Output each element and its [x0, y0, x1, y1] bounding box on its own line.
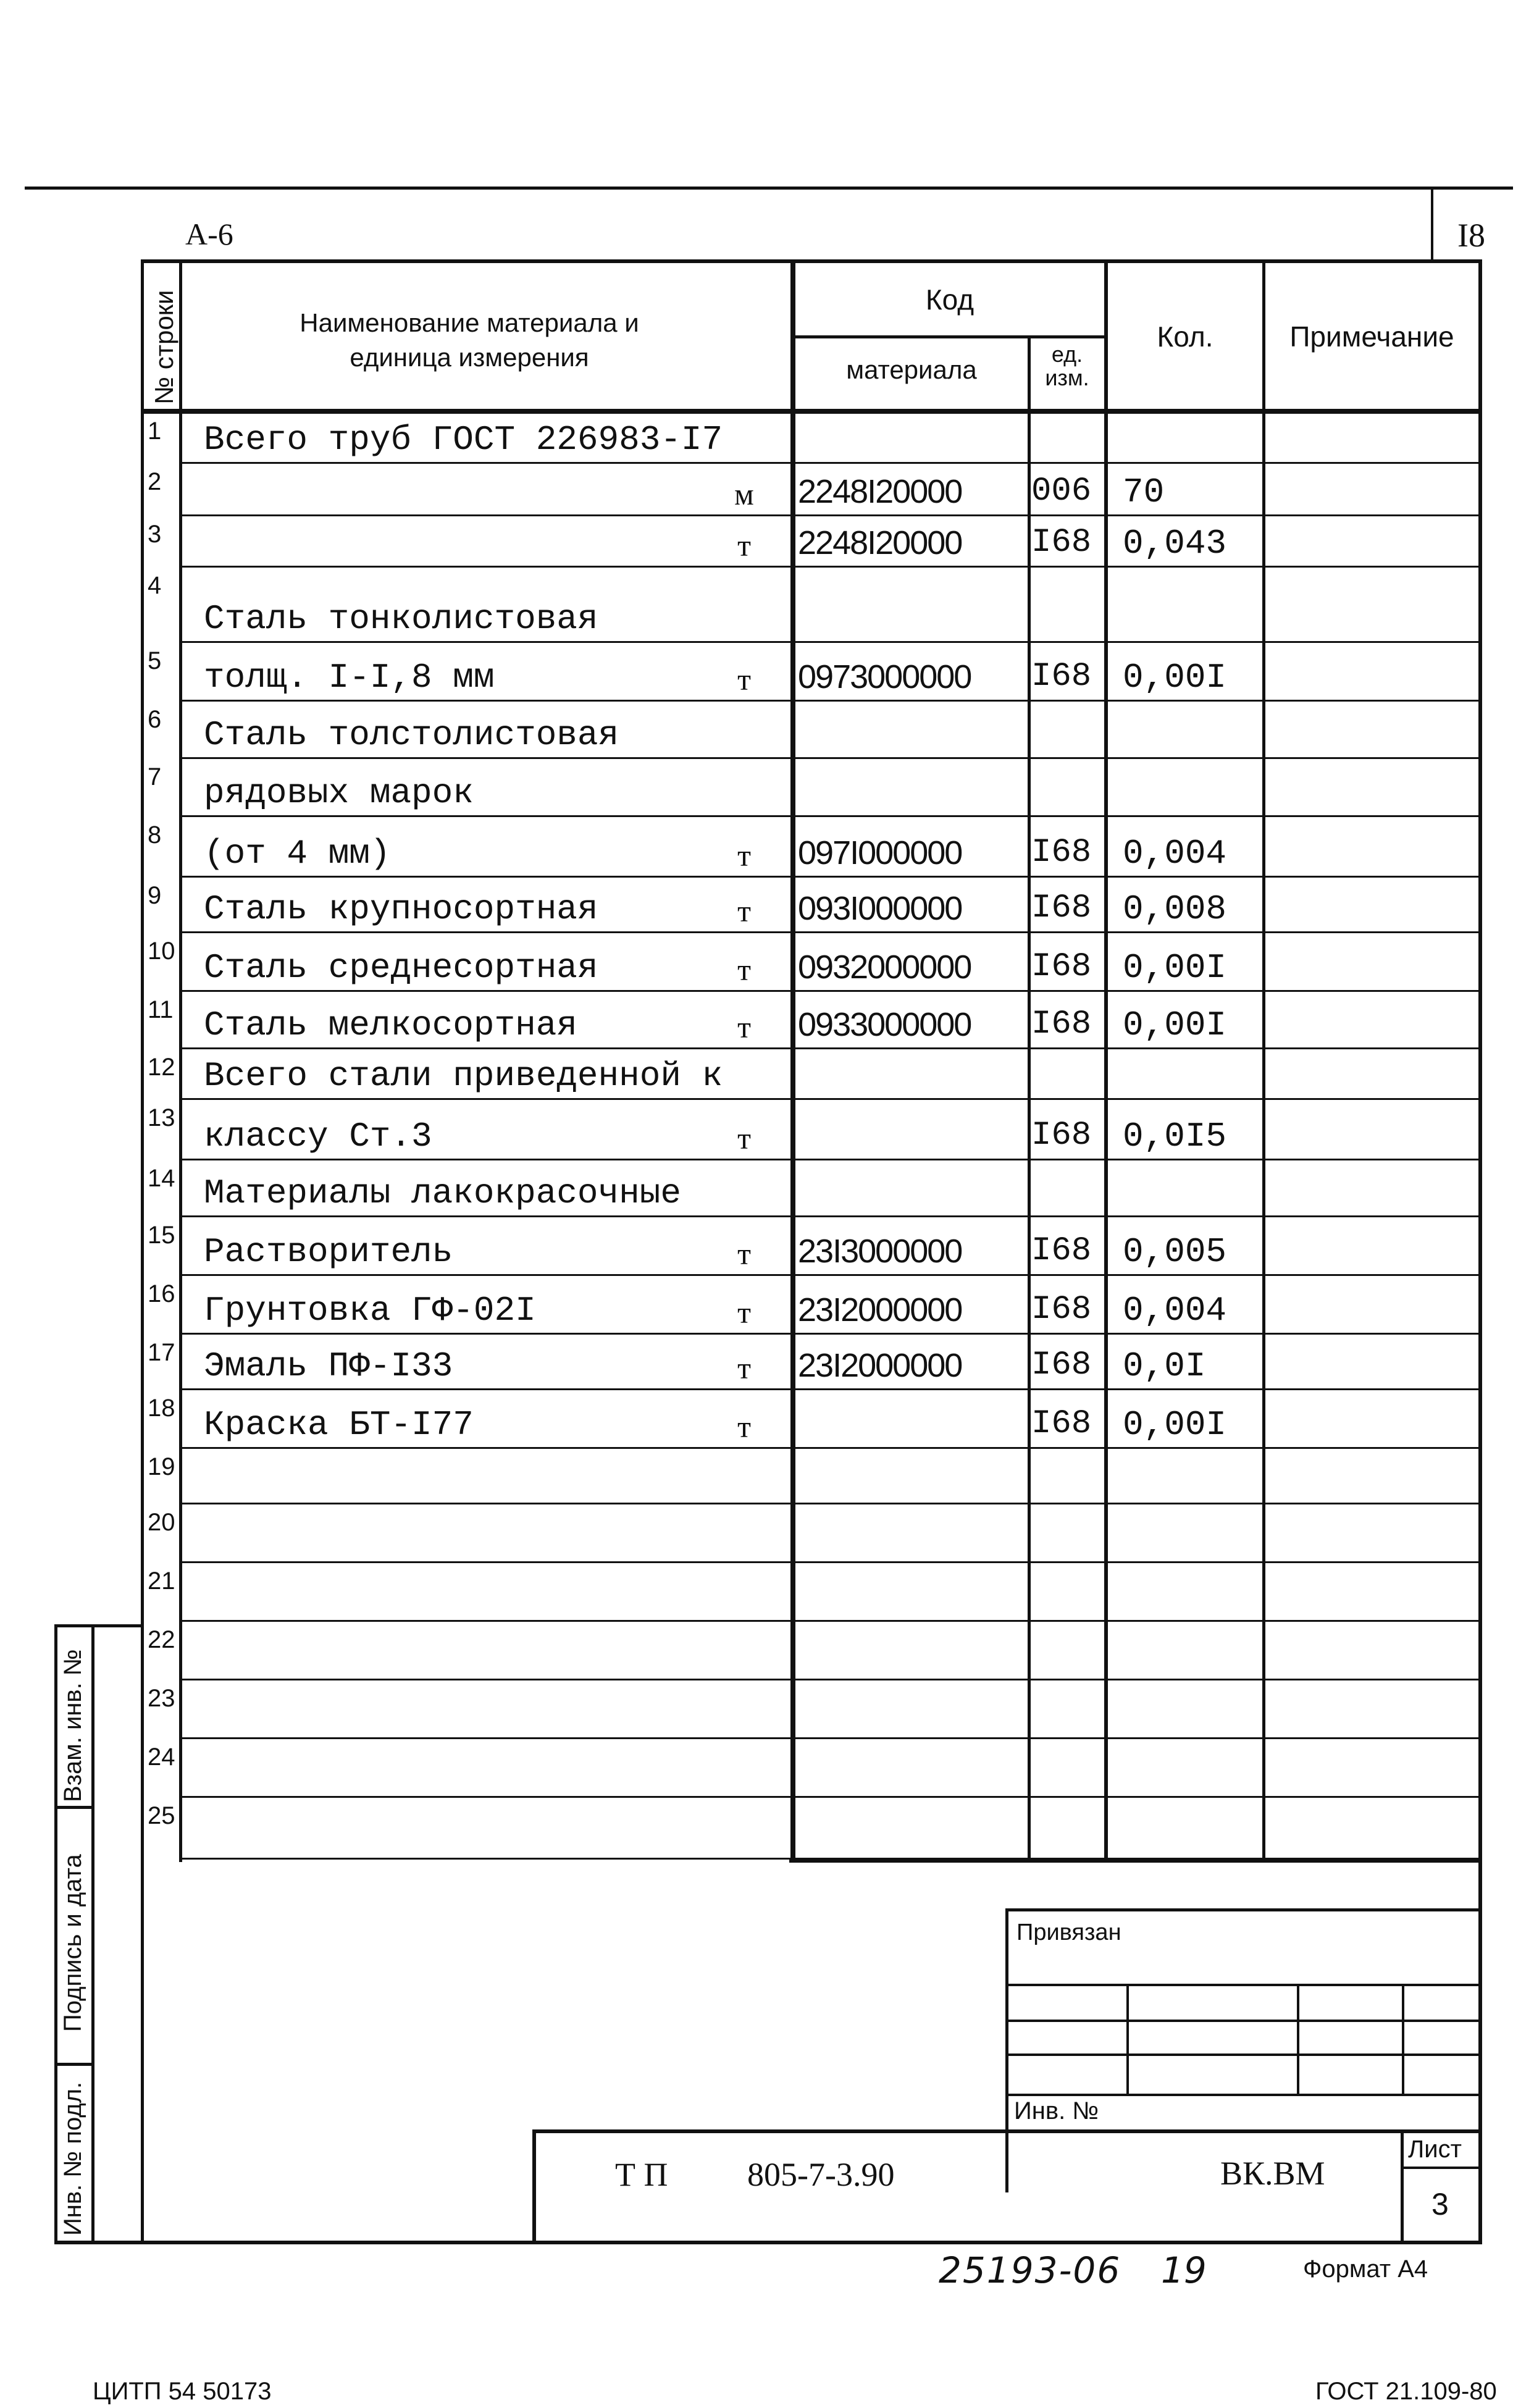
stamp-list-label: Лист — [1408, 2136, 1462, 2163]
material-name: Материалы лакокрасочные — [204, 1173, 681, 1213]
row-number: 5 — [148, 647, 162, 674]
header-bottom-border — [141, 409, 1482, 414]
row-separator — [179, 990, 1481, 992]
row-number: 2 — [148, 468, 162, 495]
material-name: классу Ст.3 — [204, 1117, 432, 1156]
unit-of-measure: т — [737, 1236, 751, 1271]
row-separator — [179, 1561, 1481, 1563]
privyazan-line4 — [1005, 2094, 1482, 2096]
quantity: 0,00I — [1123, 1005, 1227, 1045]
row-separator — [179, 1047, 1481, 1049]
stamp-tp: Т П — [615, 2156, 668, 2193]
quantity: 70 — [1123, 472, 1165, 512]
material-code: 23I2000000 — [798, 1347, 962, 1384]
material-name: Краска БТ-I77 — [204, 1405, 474, 1445]
header-note: Примечание — [1289, 321, 1454, 353]
inv-no-label: Инв. № — [1014, 2097, 1099, 2125]
side-label-podpis: Подпись и дата — [59, 1854, 86, 2032]
side-stamp-top — [54, 1624, 144, 1627]
unit-code: I68 — [1031, 834, 1092, 871]
row-number: 20 — [148, 1509, 175, 1536]
stamp-list-left — [1401, 2129, 1404, 2243]
material-code: 2248I20000 — [798, 473, 962, 510]
stamp-mark: ВК.ВМ — [1220, 2155, 1325, 2192]
quantity: 0,0I — [1123, 1346, 1206, 1386]
row-number: 22 — [148, 1626, 175, 1653]
material-name: Эмаль ПФ-I33 — [204, 1346, 453, 1386]
row-number: 8 — [148, 821, 162, 849]
side-stamp-outer-left — [54, 1624, 57, 2243]
sheet-number-top: I8 — [1457, 217, 1485, 254]
material-code: 0933000000 — [798, 1006, 971, 1043]
unit-code: I68 — [1031, 658, 1092, 695]
material-name: Сталь среднесортная — [204, 948, 598, 988]
row-number: 6 — [148, 706, 162, 733]
row-separator — [179, 1098, 1481, 1100]
quantity: 0,0I5 — [1123, 1117, 1227, 1156]
row-number: 13 — [148, 1104, 175, 1131]
quantity: 0,008 — [1123, 889, 1227, 929]
material-name: толщ. I-I,8 мм — [204, 658, 495, 697]
row-number: 18 — [148, 1395, 175, 1422]
table-top-border — [141, 259, 1482, 263]
quantity: 0,00I — [1123, 1405, 1227, 1445]
row-separator — [179, 1858, 1481, 1860]
code-subheader-line — [793, 335, 1107, 338]
header-row-number: № строки — [149, 290, 178, 405]
footer-left-code: ЦИТП 54 50173 — [93, 2378, 272, 2405]
unit-code: I68 — [1031, 1005, 1092, 1043]
unit-of-measure: т — [737, 1121, 751, 1156]
unit-of-measure: т — [737, 894, 751, 928]
privyazan-line1 — [1005, 1984, 1482, 1986]
unit-of-measure: т — [737, 528, 751, 563]
material-name: Сталь толстолистовая — [204, 715, 619, 755]
row-separator — [179, 1503, 1481, 1504]
header-name: Наименование материала и единица измерения — [300, 308, 639, 372]
handwritten-page: 19 — [1161, 2249, 1207, 2291]
stamp-doc-code: 805-7-3.90 — [747, 2156, 895, 2193]
unit-of-measure: т — [737, 838, 751, 873]
row-separator — [179, 1679, 1481, 1680]
row-number: 24 — [148, 1743, 175, 1771]
stamp-list-number: 3 — [1431, 2187, 1449, 2221]
row-separator — [179, 876, 1481, 878]
row-separator — [179, 462, 1481, 464]
row-separator — [179, 1159, 1481, 1160]
row-separator — [179, 700, 1481, 702]
quantity: 0,00I — [1123, 658, 1227, 697]
row-number: 14 — [148, 1165, 175, 1192]
material-name: Грунтовка ГФ-02I — [204, 1291, 536, 1330]
material-name: Сталь мелкосортная — [204, 1005, 577, 1045]
row-number: 4 — [148, 572, 162, 599]
row-number: 9 — [148, 882, 162, 909]
material-name: рядовых марок — [204, 773, 474, 813]
row-number: 17 — [148, 1339, 175, 1366]
side-stamp-sep2 — [54, 2063, 94, 2066]
sheet-ref: А-6 — [185, 217, 233, 251]
row-separator — [179, 1388, 1481, 1390]
privyazan-col2 — [1297, 1984, 1299, 2094]
row-number: 10 — [148, 938, 175, 965]
material-name: Всего стали приведенной к — [204, 1056, 723, 1096]
unit-code: 006 — [1031, 472, 1092, 510]
row-separator — [179, 514, 1481, 516]
header-qty: Кол. — [1157, 321, 1213, 353]
material-name: Сталь крупносортная — [204, 889, 598, 929]
format-label: Формат А4 — [1303, 2255, 1428, 2283]
row-number: 11 — [148, 996, 174, 1023]
row-number: 3 — [148, 521, 162, 548]
footer-gost: ГОСТ 21.109-80 — [1315, 2378, 1497, 2405]
material-code: 0932000000 — [798, 949, 971, 986]
privyazan-label: Привязан — [1016, 1919, 1121, 1945]
unit-code: I68 — [1031, 1405, 1092, 1443]
material-code: 23I3000000 — [798, 1233, 962, 1270]
unit-of-measure: т — [737, 662, 751, 697]
unit-code: I68 — [1031, 889, 1092, 927]
top-right-divider — [1431, 187, 1433, 261]
row-number: 19 — [148, 1453, 175, 1480]
table-left-border — [141, 259, 144, 2243]
handwritten-number: 25193-06 — [939, 2249, 1121, 2291]
row-number: 12 — [148, 1054, 175, 1081]
unit-code: I68 — [1031, 1117, 1092, 1154]
unit-of-measure: т — [737, 1409, 751, 1444]
row-number: 25 — [148, 1802, 175, 1829]
privyazan-top — [1005, 1908, 1482, 1911]
row-separator — [179, 1737, 1481, 1739]
material-code: 0973000000 — [798, 658, 971, 695]
privyazan-line3 — [1005, 2054, 1482, 2056]
row-separator — [179, 931, 1481, 933]
privyazan-left — [1005, 1908, 1008, 2192]
row-separator — [179, 757, 1481, 759]
unit-code: I68 — [1031, 1291, 1092, 1328]
unit-code: I68 — [1031, 1346, 1092, 1384]
privyazan-col3 — [1402, 1984, 1404, 2094]
row-number: 23 — [148, 1685, 175, 1712]
row-separator — [179, 1620, 1481, 1622]
row-separator — [179, 1215, 1481, 1217]
material-code: 23I2000000 — [798, 1291, 962, 1328]
material-code: 097I000000 — [798, 834, 962, 871]
stamp-top — [532, 2129, 1482, 2133]
unit-code: I68 — [1031, 524, 1092, 561]
unit-of-measure: т — [737, 1295, 751, 1330]
row-separator — [179, 1796, 1481, 1798]
quantity: 0,004 — [1123, 834, 1227, 873]
side-label-inv-podl: Инв. № подл. — [59, 2081, 86, 2236]
quantity: 0,005 — [1123, 1232, 1227, 1272]
row-separator — [179, 815, 1481, 817]
top-border-line — [25, 187, 1513, 190]
material-code: 2248I20000 — [798, 524, 962, 561]
material-name: (от 4 мм) — [204, 834, 391, 873]
quantity: 0,00I — [1123, 948, 1227, 988]
row-separator — [179, 1274, 1481, 1276]
material-name: Растворитель — [204, 1232, 453, 1272]
quantity: 0,043 — [1123, 524, 1227, 563]
unit-of-measure: т — [737, 952, 751, 987]
quantity: 0,004 — [1123, 1291, 1227, 1330]
side-stamp-sep1 — [54, 1806, 94, 1809]
stamp-left — [532, 2129, 536, 2243]
row-number: 1 — [148, 417, 162, 445]
row-number: 16 — [148, 1280, 175, 1307]
stamp-list-sep — [1401, 2167, 1482, 2169]
material-name: Сталь тонколистовая — [204, 599, 598, 639]
unit-of-measure: т — [737, 1010, 751, 1044]
unit-code: I68 — [1031, 948, 1092, 986]
unit-code: I68 — [1031, 1232, 1092, 1270]
row-separator — [179, 641, 1481, 643]
side-label-vzam: Взам. инв. № — [59, 1649, 86, 1802]
side-stamp-bottom — [54, 2241, 1482, 2244]
material-code: 093I000000 — [798, 890, 962, 927]
row-separator — [179, 566, 1481, 568]
privyazan-col1 — [1126, 1984, 1129, 2094]
header-code-material: материала — [846, 355, 977, 384]
row-separator — [179, 1447, 1481, 1449]
header-code: Код — [925, 283, 974, 316]
material-name: Всего труб ГОСТ 226983-I7 — [204, 420, 723, 459]
row-separator — [179, 1333, 1481, 1335]
row-number: 15 — [148, 1222, 175, 1249]
unit-of-measure: м — [734, 477, 754, 511]
row-number: 7 — [148, 763, 162, 791]
privyazan-line2 — [1005, 2020, 1482, 2022]
row-number: 21 — [148, 1567, 175, 1595]
side-stamp-inner-line — [91, 1624, 94, 2243]
unit-of-measure: т — [737, 1351, 751, 1385]
table-right-border — [1478, 259, 1482, 2243]
header-code-unit: ед. изм. — [1045, 342, 1089, 390]
